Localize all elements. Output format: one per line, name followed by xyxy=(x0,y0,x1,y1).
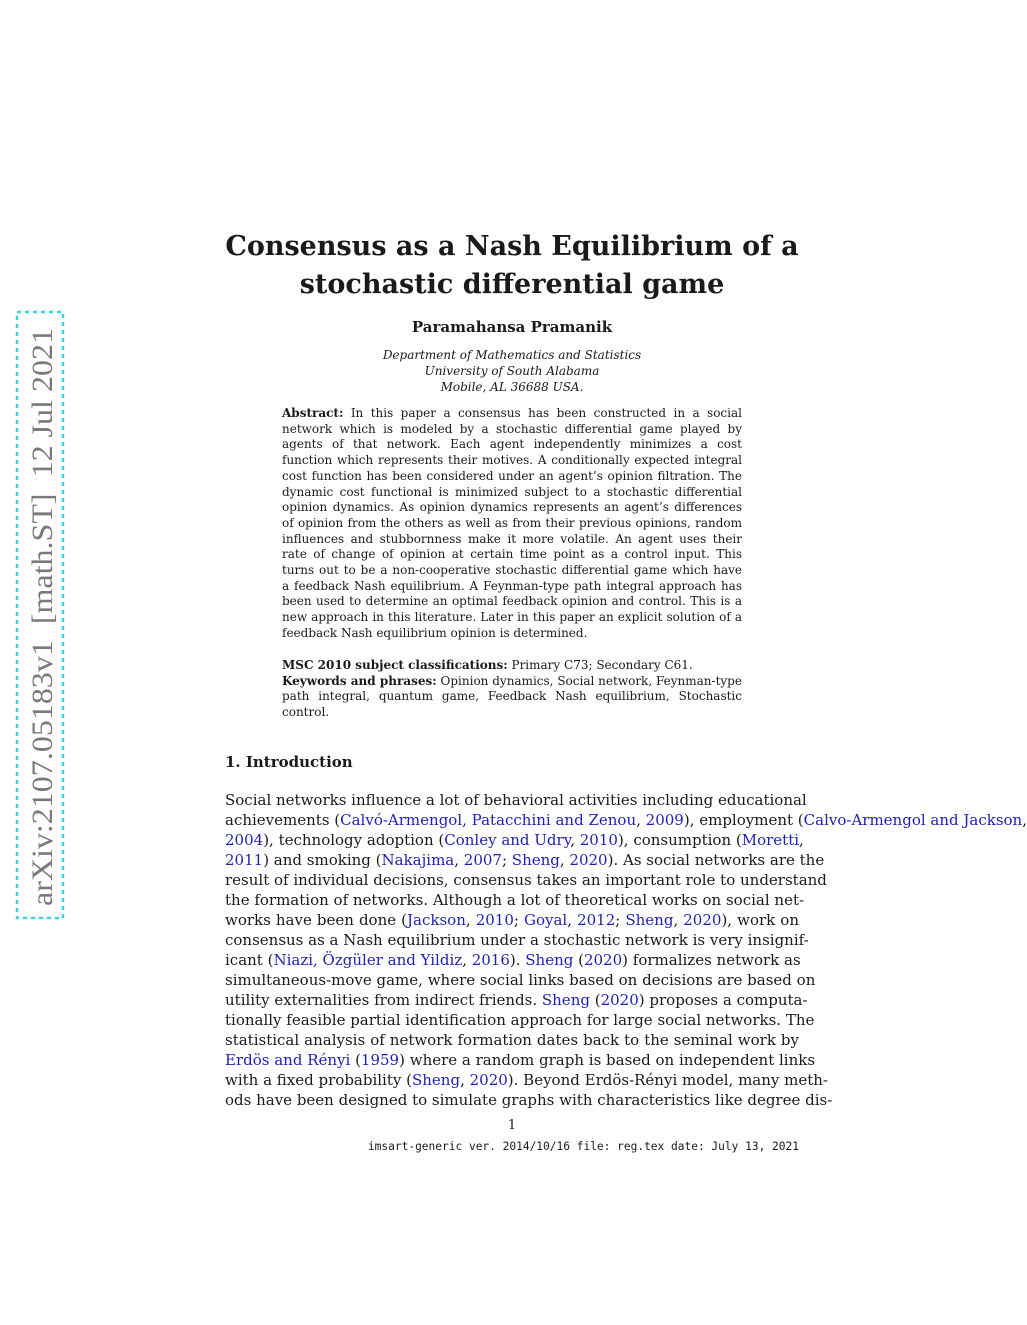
body-text-segment: ( xyxy=(573,951,584,969)
arxiv-stamp xyxy=(15,310,65,920)
body-text-segment: statistical analysis of network formation dates back to the seminal work by xyxy=(225,1031,799,1049)
body-text-segment: simultaneous-move game, where social links based on decisions are based on xyxy=(225,971,816,989)
affiliation-location: Mobile, AL 36688 USA. xyxy=(440,380,584,394)
citation-link[interactable]: Calvó-Armengol, Patacchini and Zenou xyxy=(340,811,637,829)
body-text-segment: , xyxy=(636,811,646,829)
body-text-segment: utility externalities from indirect friends. xyxy=(225,991,542,1009)
body-text-segment: , xyxy=(559,851,570,869)
title-line-1: Consensus as a Nash Equilibrium of a xyxy=(225,231,799,262)
keywords-label: Keywords and phrases: xyxy=(282,673,437,688)
body-line xyxy=(225,1050,816,1070)
abstract-text: In this paper a consensus has been constructed in a social network which is modeled by a stochastic differential game played by agents of that network. Each agent independently minimizes a cost function which represents their motives. A conditionally expected integral cost function has been considered under an agent’s opinion filtration. The dynamic cost functional is minimized subject to a stochastic differential opinion dynamics. As opinion dynamics represents an agent’s differences of opinion from the others as well as from their previous opinions, random influences and stubbornness make it more volatile. An agent uses their rate of change of opinion at certain time point as a control input. This turns out to be a non-cooperative stochastic differential game which have a feedback Nash equilibrium. A Feynman-type path integral approach has been used to determine an optimal feedback opinion and control. This is a new approach in this literature. Later in this paper an explicit solution of a feedback Nash equilibrium opinion is determined. xyxy=(282,406,742,640)
body-line xyxy=(225,790,807,810)
paper-metadata xyxy=(282,658,742,721)
body-text-segment: consensus as a Nash equilibrium under a stochastic network is very insignif- xyxy=(225,931,809,949)
body-line xyxy=(225,1010,815,1030)
affiliation-department: Department of Mathematics and Statistics xyxy=(382,348,642,362)
body-text-segment: ), consumption ( xyxy=(617,831,742,849)
body-text-segment: result of individual decisions, consensus takes an important role to understand xyxy=(225,871,827,889)
body-text-segment: , xyxy=(799,831,804,849)
section-heading-introduction: 1. Introduction xyxy=(225,753,353,771)
body-text-segment: , xyxy=(460,1071,470,1089)
body-text-segment: ), employment ( xyxy=(683,811,804,829)
citation-link[interactable]: 2010 xyxy=(579,831,618,849)
body-text-segment: ), technology adoption ( xyxy=(263,831,445,849)
body-text-segment: , xyxy=(465,911,476,929)
citation-link[interactable]: Niazi, Özgüler and Yildiz xyxy=(273,951,463,969)
msc-text: Primary C73; Secondary C61. xyxy=(511,658,693,672)
citation-link[interactable]: 2020 xyxy=(583,951,623,969)
citation-link[interactable]: Goyal xyxy=(524,911,568,929)
body-line xyxy=(225,1030,799,1050)
body-line xyxy=(225,970,816,990)
body-text-segment: ), work on xyxy=(721,911,799,929)
body-text-segment: ). xyxy=(509,951,526,969)
citation-link[interactable]: 2004 xyxy=(225,831,264,849)
page-footer: imsart-generic ver. 2014/10/16 file: reg.tex date: July 13, 2021 xyxy=(367,1140,799,1153)
body-text-segment: ). Beyond Erdös-Rényi model, many meth- xyxy=(507,1071,829,1089)
body-line xyxy=(225,850,825,870)
body-text-segment: the formation of networks. Although a lot of theoretical works on social net- xyxy=(225,891,805,909)
page-number: 1 xyxy=(507,1118,517,1133)
affiliation-university: University of South Alabama xyxy=(424,364,600,378)
body-line xyxy=(225,950,799,970)
body-line xyxy=(225,990,808,1010)
citation-link[interactable]: Sheng xyxy=(511,851,560,869)
body-text-segment: icant ( xyxy=(225,951,274,969)
citation-link[interactable]: Calvo-Armengol and Jackson xyxy=(803,811,1023,829)
citation-link[interactable]: Jackson xyxy=(407,911,466,929)
body-text-segment: ( xyxy=(589,991,601,1009)
body-text-segment: ) and smoking ( xyxy=(263,851,382,869)
citation-link[interactable]: 2010 xyxy=(475,911,514,929)
body-text-segment: ; xyxy=(513,911,524,929)
body-text-segment: , xyxy=(570,831,580,849)
citation-link[interactable]: 2009 xyxy=(645,811,684,829)
body-text-segment: ). As social networks are the xyxy=(607,851,825,869)
body-line xyxy=(225,830,804,850)
body-text-segment: tionally feasible partial identification approach for large social networks. The xyxy=(225,1011,815,1029)
citation-link[interactable]: 1959 xyxy=(360,1051,400,1069)
title-line-2: stochastic differential game xyxy=(299,269,725,300)
citation-link[interactable]: 2020 xyxy=(683,911,722,929)
body-text-segment: Social networks influence a lot of behavioral activities including educational xyxy=(225,791,807,809)
body-text-segment: , xyxy=(567,911,578,929)
citation-link[interactable]: Sheng xyxy=(525,951,574,969)
citation-link[interactable]: 2007 xyxy=(463,851,502,869)
citation-link[interactable]: 2016 xyxy=(471,951,510,969)
citation-link[interactable]: 2020 xyxy=(569,851,608,869)
body-line xyxy=(225,930,809,950)
body-text-segment: ; xyxy=(501,851,512,869)
body-text-segment: , xyxy=(1022,811,1027,829)
msc-classifications xyxy=(282,658,742,674)
body-text-segment: ) where a random graph is based on independent links xyxy=(399,1051,816,1069)
citation-link[interactable]: 2011 xyxy=(225,851,264,869)
body-line xyxy=(225,890,805,910)
citation-link[interactable]: 2012 xyxy=(577,911,616,929)
body-text-segment: , xyxy=(673,911,684,929)
body-text-segment: ) formalizes network as xyxy=(622,951,801,969)
citation-link[interactable]: Sheng xyxy=(411,1071,461,1089)
paper-title xyxy=(212,228,812,304)
citation-link[interactable]: Conley and Udry xyxy=(444,831,571,849)
keywords xyxy=(282,674,742,721)
arxiv-stamp-text: arXiv:2107.05183v1 [math.ST] 12 Jul 2021 xyxy=(26,364,59,906)
body-line xyxy=(225,870,827,890)
citation-link[interactable]: Nakajima xyxy=(381,851,455,869)
body-text-segment: , xyxy=(462,951,472,969)
msc-label: MSC 2010 subject classifications: xyxy=(282,658,508,672)
body-line xyxy=(225,910,799,930)
abstract-label: Abstract: xyxy=(282,406,344,420)
body-line xyxy=(225,1070,829,1090)
body-text-segment: with a fixed probability ( xyxy=(225,1071,412,1089)
introduction-body xyxy=(225,790,1027,1110)
citation-link[interactable]: 2020 xyxy=(600,991,639,1009)
body-line xyxy=(225,810,1027,830)
body-text-segment: ) proposes a computa- xyxy=(638,991,808,1009)
body-text-segment: works have been done ( xyxy=(225,911,408,929)
citation-link[interactable]: Sheng xyxy=(625,911,674,929)
body-text-segment: ods have been designed to simulate graphs with characteristics like degree dis- xyxy=(225,1091,833,1109)
citation-link[interactable]: Erdös and Rényi xyxy=(225,1051,351,1069)
body-text-segment: , xyxy=(454,851,464,869)
keywords-text: Opinion dynamics, Social network, Feynman-type path integral, quantum game, Feedback Nash equilibrium, Stochastic control. xyxy=(282,673,742,720)
author-name: Paramahansa Pramanik xyxy=(411,318,613,336)
body-text-segment: ( xyxy=(350,1051,361,1069)
body-text-segment: achievements ( xyxy=(225,811,341,829)
body-text-segment: ; xyxy=(615,911,626,929)
citation-link[interactable]: Moretti xyxy=(741,831,800,849)
citation-link[interactable]: Sheng xyxy=(541,991,590,1009)
abstract xyxy=(282,406,742,642)
body-line xyxy=(225,1090,833,1110)
citation-link[interactable]: 2020 xyxy=(469,1071,508,1089)
